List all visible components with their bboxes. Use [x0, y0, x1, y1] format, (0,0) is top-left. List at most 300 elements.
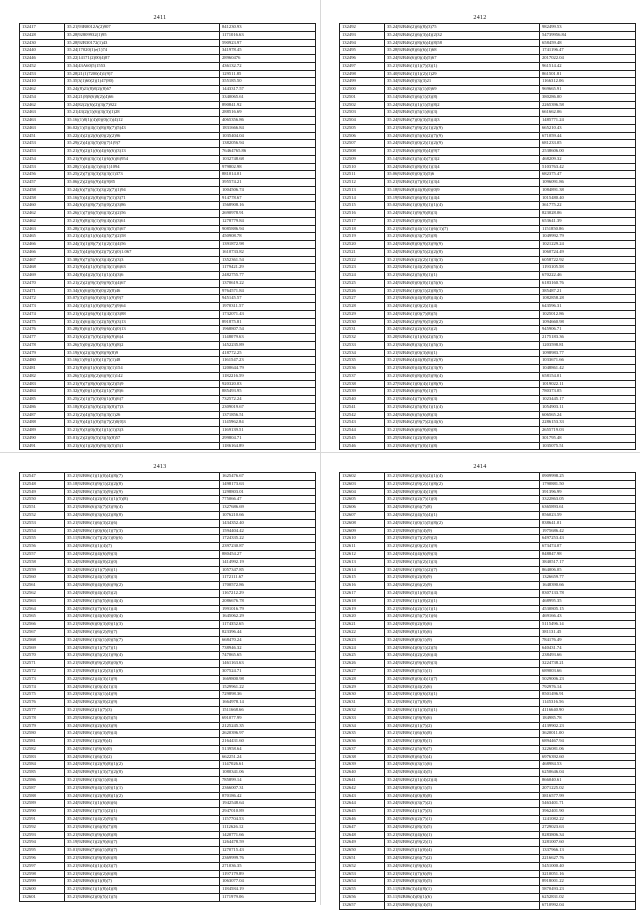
record-code-cell: 35.29|(2)(4)(3)(5)(0)(7)1(9)7	[65, 140, 220, 148]
table-row	[340, 644, 636, 652]
record-code-cell: 35.24|92B46(6)(5)(6)(8)(3)	[385, 411, 540, 419]
record-id-cell: 132499	[340, 78, 385, 86]
record-amount-cell: 184985.78	[540, 714, 636, 722]
table-row	[20, 264, 316, 272]
record-code-cell: 35.24|92B06(1)(0)(4)(1)(3)	[65, 683, 220, 691]
record-amount-cell: 1831666.84	[220, 124, 316, 132]
table-row	[340, 148, 636, 156]
record-amount-cell: 1970311.57	[220, 303, 316, 311]
table-row	[340, 839, 636, 847]
table-row	[340, 372, 636, 380]
record-amount-cell: 1145962.84	[220, 419, 316, 427]
record-code-cell: 35.02|92B46(1)(0)(8)(1)(1)(4)	[385, 202, 540, 210]
record-amount-cell: 673474.07	[540, 543, 636, 551]
record-id-cell: 132593	[20, 831, 65, 839]
record-code-cell: 35.24|92B06(2)(6)(7)(2)	[385, 855, 540, 863]
table-row	[340, 847, 636, 855]
record-code-cell: 35.22|(5)(4)(6)(0)(2)(7)(2)(0)1.067	[65, 248, 220, 256]
record-id-cell: 132629	[340, 683, 385, 691]
record-id-cell: 132482	[20, 372, 65, 380]
table-row	[20, 357, 316, 365]
record-code-cell: 35.24|92B06(1)(8)(1)(2)(7)	[385, 566, 540, 574]
table-row	[20, 24, 316, 32]
record-code-cell: 35.24|(3)(3)(1)(0)(8)(6)(7)(9)64	[65, 303, 220, 311]
record-code-cell: 35.21|92B06(8)(9)(2)(8)(0)(9)	[65, 660, 220, 668]
record-id-cell: 132527	[340, 295, 385, 303]
record-code-cell: 35.21|92B46(5)(0)(3)(6)(1)	[385, 349, 540, 357]
record-amount-cell: 450908.78	[220, 233, 316, 241]
table-row	[340, 171, 636, 179]
record-code-cell: 35.24|(8)21(8)8(2)(8)67	[65, 86, 220, 94]
table-row	[20, 574, 316, 582]
record-id-cell: 132460	[20, 202, 65, 210]
record-id-cell: 132619	[340, 605, 385, 613]
table-row	[340, 233, 636, 241]
table-row	[340, 613, 636, 621]
record-code-cell: 35.24|(6)(7)(5)(3)(3)(2)(7)(1)94	[65, 186, 220, 194]
record-code-cell: 35.27|92B46(1)(0)(4)(1)(8)(9)	[385, 380, 540, 388]
record-code-cell: 35.24|92B46(2)(6)(3)(4)(2)32	[385, 31, 540, 39]
record-id-cell: 132583	[20, 753, 65, 761]
record-amount-cell: 945145.57	[220, 295, 316, 303]
record-code-cell: 35.21|93B0012A(2)907	[65, 24, 220, 32]
page-2413	[0, 453, 320, 905]
table-row	[340, 225, 636, 233]
record-amount-cell: 792976.14	[540, 683, 636, 691]
record-id-cell: 132440	[20, 47, 65, 55]
record-code-cell: 35.24|92B46(3)(0)(5)(2)(2)(8)	[385, 248, 540, 256]
record-id-cell: 132631	[340, 699, 385, 707]
table-row	[340, 691, 636, 699]
table-row	[340, 256, 636, 264]
record-id-cell: 132453	[20, 70, 65, 78]
record-id-cell: 132514	[340, 194, 385, 202]
record-id-cell: 132586	[20, 777, 65, 785]
table-row	[340, 434, 636, 442]
record-id-cell: 132483	[20, 380, 65, 388]
table-row	[340, 777, 636, 785]
record-id-cell: 132567	[20, 628, 65, 636]
record-code-cell: 35.21|92B46(1)(0)(1)(2)(8)(5)	[385, 287, 540, 295]
table-row	[20, 839, 316, 847]
table-row	[340, 816, 636, 824]
record-id-cell: 132560	[20, 574, 65, 582]
record-amount-cell: 271036.35	[220, 862, 316, 870]
record-code-cell: 35.22|(4)(2)(2)(6)(0)(2)(2)96	[65, 132, 220, 140]
table-row	[20, 279, 316, 287]
table-row	[340, 745, 636, 753]
record-amount-cell: 8307133.78	[540, 589, 636, 597]
table-row	[340, 792, 636, 800]
record-id-cell: 132576	[20, 699, 65, 707]
table-row	[20, 480, 316, 488]
record-code-cell: 35.21|92B06(1)(6)(3)(2)(6)	[65, 519, 220, 527]
record-amount-cell: 1148079.63	[220, 334, 316, 342]
record-code-cell: 35.28|(8)(6)(1)(0)(9)(6)(4)(0)13	[65, 326, 220, 334]
record-amount-cell: 1975686.42	[540, 527, 636, 535]
record-id-cell: 132492	[340, 24, 385, 32]
table-row	[20, 372, 316, 380]
record-id-cell: 132565	[20, 613, 65, 621]
record-code-cell: 35.24|92B06(1)(6)(3)(2)	[65, 753, 220, 761]
record-code-cell: 35.24|17020(1)e(1)74	[65, 47, 220, 55]
record-amount-cell: 6183160.76	[540, 279, 636, 287]
record-amount-cell: 668470.24	[220, 636, 316, 644]
record-id-cell: 132469	[20, 272, 65, 280]
table-row	[340, 186, 636, 194]
table-row	[20, 644, 316, 652]
record-id-cell: 132541	[340, 403, 385, 411]
record-amount-cell: 4139902.23	[540, 722, 636, 730]
record-amount-cell: 1145316.56	[540, 699, 636, 707]
record-amount-cell: 1035404.04	[220, 132, 316, 140]
record-id-cell: 132521	[340, 248, 385, 256]
record-amount-cell: 1167212.29	[220, 589, 316, 597]
record-id-cell: 132410	[20, 78, 65, 86]
record-id-cell: 132484	[20, 388, 65, 396]
record-amount-cell: 1337966.13	[540, 847, 636, 855]
table-row	[340, 714, 636, 722]
record-code-cell: 35.24|92B06(1)(1)(3)(5)(1)	[385, 706, 540, 714]
record-id-cell: 132500	[340, 86, 385, 94]
record-amount-cell: 1724335.22	[220, 535, 316, 543]
record-id-cell: 132546	[340, 442, 385, 450]
record-code-cell: 35.25|92B46(1)(2)(0)(6)(0)	[385, 434, 540, 442]
record-code-cell: 35.19|92B06(1)(2)(9)(6)(7)	[65, 839, 220, 847]
record-id-cell: 132585	[20, 769, 65, 777]
record-id-cell: 132646	[340, 816, 385, 824]
table-row	[20, 714, 316, 722]
record-amount-cell: 606565.24	[540, 411, 636, 419]
record-code-cell: 35.21|92B06(2)(9)(2)(1)(8)(2)	[385, 480, 540, 488]
record-amount-cell: 2538606.00	[540, 148, 636, 156]
record-id-cell: 132630	[340, 691, 385, 699]
record-code-cell: 35.24|92B06(2)(5)(9)(7)	[385, 745, 540, 753]
table-row	[20, 186, 316, 194]
record-amount-cell: 6365893.61	[540, 504, 636, 512]
record-id-cell: 132591	[20, 816, 65, 824]
record-amount-cell: 1035075.51	[540, 442, 636, 450]
record-amount-cell: 2369999.76	[220, 855, 316, 863]
record-code-cell: 35.21|(9)(2)(1)(6)(4)(6)(6)(3)13	[65, 148, 220, 156]
record-id-cell: 132502	[340, 101, 385, 109]
record-id-cell: 132572	[20, 667, 65, 675]
record-id-cell: 132430	[20, 39, 65, 47]
record-amount-cell: 1161547.23	[220, 357, 316, 365]
record-id-cell: 132451	[20, 132, 65, 140]
record-amount-cell: 307524.71	[220, 667, 316, 675]
record-amount-cell: 1648390.66	[540, 582, 636, 590]
record-code-cell: 35.24|92B06(4)(2)(2)(6)(4)	[385, 652, 540, 660]
record-code-cell: 35.21|92B06(4)(1)(4)(3)(7)	[65, 862, 220, 870]
record-code-cell: 35.16|(5)(4)(2)(8)(6)(7)(1)(3)71	[65, 194, 220, 202]
record-amount-cell: 1443317.57	[220, 86, 316, 94]
record-amount-cell: 513958.64	[220, 745, 316, 753]
table-row	[20, 605, 316, 613]
table-row	[340, 589, 636, 597]
table-row	[340, 511, 636, 519]
record-id-cell: 132558	[20, 558, 65, 566]
table-row	[20, 488, 316, 496]
table-row	[340, 31, 636, 39]
record-code-cell: 35.21|(6)(2)(6)(9)(1)(4)(1)(3)88	[65, 310, 220, 318]
record-amount-cell: 6976392.60	[540, 753, 636, 761]
record-code-cell: 35.11|92B06(3)(4)(8)(1)	[385, 886, 540, 894]
record-amount-cell: 76464765.86	[220, 148, 316, 156]
record-amount-cell: 2216627.76	[540, 855, 636, 863]
table-row	[340, 894, 636, 902]
table-row	[20, 78, 316, 86]
record-code-cell: 35.24|92B46(0)(0)(0)(1)(5)(6)	[385, 279, 540, 287]
table-row	[340, 287, 636, 295]
record-id-cell: 132456	[20, 171, 65, 179]
record-code-cell: 35.24|92B06(2)(6)(2)(9)	[385, 582, 540, 590]
record-id-cell: 132511	[340, 171, 385, 179]
table-row	[340, 93, 636, 101]
record-amount-cell: 5870493.23	[540, 886, 636, 894]
record-amount-cell: 1057347.85	[220, 566, 316, 574]
record-code-cell: 35.21|92B46(6)(6)(9)(1)(7)	[385, 388, 540, 396]
record-code-cell: 35.24|92B46(2)(8)(6)(4)(8)58	[385, 39, 540, 47]
table-row	[340, 295, 636, 303]
record-code-cell: 35.24|92B46(1)(9)(9)(8)(3)	[385, 210, 540, 218]
record-id-cell: 132496	[340, 55, 385, 63]
record-id-cell: 132625	[340, 652, 385, 660]
table-row	[20, 816, 316, 824]
record-code-cell: 35.21|92B46(2)(5)(8)(1)(1)(4)	[385, 403, 540, 411]
table-row	[20, 769, 316, 777]
table-row	[340, 878, 636, 886]
record-amount-cell: 1080341.06	[220, 769, 316, 777]
record-code-cell: 35.21|92B46(6)(8)(0)(4)(9)7	[385, 148, 540, 156]
record-amount-cell: 1171016.63	[220, 31, 316, 39]
record-amount-cell: 129511.85	[220, 70, 316, 78]
record-id-cell: 132446	[20, 55, 65, 63]
record-code-cell: 35.19|(6)(2)(3)(9)(8)(9)(8)9	[65, 349, 220, 357]
record-amount-cell: 2690978.91	[220, 210, 316, 218]
table-row	[340, 683, 636, 691]
record-id-cell: 132651	[340, 855, 385, 863]
record-id-cell: 132654	[340, 878, 385, 886]
record-id-cell: 132584	[20, 761, 65, 769]
record-code-cell: 35.21|92B06(1)(1)(0)(2)(1)	[385, 597, 540, 605]
record-amount-cell: 8501496.91	[540, 691, 636, 699]
table-row	[340, 550, 636, 558]
record-id-cell: 132467	[20, 256, 65, 264]
record-code-cell: 35.21|92B06(3)(5)(2)(1)(9)(4)	[65, 652, 220, 660]
record-id-cell: 132454	[20, 93, 65, 101]
record-id-cell: 132597	[20, 862, 65, 870]
table-row	[20, 124, 316, 132]
table-row	[340, 396, 636, 404]
record-amount-cell: 391396.99	[540, 488, 636, 496]
record-amount-cell: 891875.81	[220, 318, 316, 326]
table-row	[20, 256, 316, 264]
record-amount-cell: 341978.45	[220, 47, 316, 55]
table-row	[340, 808, 636, 816]
table-row	[340, 535, 636, 543]
table-row	[340, 349, 636, 357]
table-row	[20, 233, 316, 241]
table-row	[340, 722, 636, 730]
table-row	[20, 753, 316, 761]
record-code-cell: 35.24|92B06(6)(1)(8)(7)	[65, 878, 220, 886]
record-id-cell: 132453	[20, 163, 65, 171]
record-code-cell: 35.24|(3)(1)(8)(7)(1)(2)(1)(4)56	[65, 241, 220, 249]
record-id-cell: 132549	[20, 488, 65, 496]
record-amount-cell: 1298803.01	[220, 488, 316, 496]
record-id-cell: 132488	[20, 419, 65, 427]
table-row	[20, 427, 316, 435]
record-amount-cell: 3340065.61	[220, 93, 316, 101]
record-id-cell: 132639	[340, 761, 385, 769]
page-number: 2412	[473, 15, 487, 21]
record-id-cell: 132633	[340, 714, 385, 722]
table-row	[340, 519, 636, 527]
table-row	[340, 132, 636, 140]
record-code-cell: 35.21|92B06(1)(6)(0)(7)(8)	[65, 823, 220, 831]
table-row	[340, 62, 636, 70]
table-row	[20, 792, 316, 800]
record-id-cell: 132457	[20, 179, 65, 187]
record-code-cell: 35.24|92B06(6)(4)(4)(5)	[385, 769, 540, 777]
record-code-cell: 35.24|92B46(7)(0)(3)(5)(4)3	[385, 117, 540, 125]
record-id-cell: 132512	[340, 179, 385, 187]
record-id-cell: 132504	[340, 117, 385, 125]
record-id-cell: 132543	[340, 419, 385, 427]
record-amount-cell: 1179421.29	[220, 264, 316, 272]
record-id-cell: 132463	[20, 109, 65, 117]
record-code-cell: 35.14|92B46(3)(5)(4)(7)(3)2	[385, 155, 540, 163]
table-row	[20, 303, 316, 311]
record-id-cell: 132477	[20, 334, 65, 342]
record-id-cell: 132641	[340, 777, 385, 785]
record-code-cell: 35.38|(9)(7)(5)(6)(3)(4)(2)(3)3	[65, 256, 220, 264]
record-id-cell: 132540	[340, 396, 385, 404]
table-row	[340, 357, 636, 365]
record-code-cell: 35.24|82(2)(6)(2)(3)(7)922	[65, 101, 220, 109]
record-code-cell: 35.21|92B46(0)(8)(0)(5)(9)(4)	[385, 372, 540, 380]
record-id-cell: 132462	[20, 86, 65, 94]
table-row	[340, 117, 636, 125]
record-code-cell: 35.24|92B06(5)(1)(0)(5)(4)	[385, 589, 540, 597]
record-amount-cell: 870186.42	[220, 792, 316, 800]
record-id-cell: 132647	[340, 823, 385, 831]
record-amount-cell: 864006.05	[540, 566, 636, 574]
record-amount-cell: 9764571.84	[220, 287, 316, 295]
record-id-cell: 132509	[340, 155, 385, 163]
record-id-cell: 132523	[340, 264, 385, 272]
record-amount-cell: 1063077.04	[220, 878, 316, 886]
table-row	[20, 886, 316, 894]
record-id-cell: 132463	[20, 225, 65, 233]
record-id-cell: 132610	[340, 535, 385, 543]
record-code-cell: 35.21|92B46(4)(7)(6)(9)(3)	[385, 396, 540, 404]
table-row	[340, 109, 636, 117]
record-code-cell: 35.28|92B30172(1)43	[65, 39, 220, 47]
record-amount-cell: 861501.81	[540, 70, 636, 78]
record-code-cell: 35.20|92B46(1)(1)(6)(2)(5)(3)	[385, 334, 540, 342]
record-amount-cell: 4065356.86	[220, 117, 316, 125]
table-row	[340, 652, 636, 660]
record-amount-cell: 436132.72	[220, 62, 316, 70]
record-id-cell: 132609	[340, 527, 385, 535]
record-amount-cell: 841230.93	[220, 24, 316, 32]
record-id-cell: 132470	[20, 279, 65, 287]
record-id-cell: 132611	[340, 543, 385, 551]
record-amount-cell: 3620011.00	[540, 730, 636, 738]
record-id-cell: 132480	[20, 357, 65, 365]
table-row	[340, 628, 636, 636]
record-id-cell: 132655	[340, 886, 385, 894]
record-id-cell: 132462	[20, 210, 65, 218]
table-row	[340, 870, 636, 878]
record-code-cell: 35.21|92B06(6)(0)(3)(0)(1)(3)	[65, 621, 220, 629]
table-row	[340, 753, 636, 761]
record-amount-cell: 1025012.86	[540, 310, 636, 318]
record-id-cell: 132616	[340, 582, 385, 590]
record-amount-cell: 54739956.84	[540, 31, 636, 39]
table-row	[20, 808, 316, 816]
record-id-cell: 132532	[340, 334, 385, 342]
table-row	[20, 396, 316, 404]
record-amount-cell: 1326659.77	[540, 574, 636, 582]
table-row	[20, 683, 316, 691]
record-amount-cell: 1049992.79	[540, 233, 636, 241]
table-row	[340, 202, 636, 210]
record-code-cell: 35.24|92B06(6)(3)(7)(2)	[385, 800, 540, 808]
record-id-cell: 132606	[340, 504, 385, 512]
record-amount-cell: 658459.48	[540, 39, 636, 47]
record-code-cell: 35.21|92B06(5)(1)(0)(4)	[385, 847, 540, 855]
table-row	[340, 504, 636, 512]
record-id-cell: 132570	[20, 652, 65, 660]
record-code-cell: 35.34|43A60(5)1553	[65, 62, 220, 70]
table-row	[20, 140, 316, 148]
record-amount-cell: 288516.69	[220, 109, 316, 117]
record-amount-cell: 1942548.64	[220, 800, 316, 808]
table-row	[20, 597, 316, 605]
record-id-cell: 132644	[340, 800, 385, 808]
page-2412	[320, 0, 640, 452]
table-row	[340, 365, 636, 373]
table-row	[340, 496, 636, 504]
record-code-cell: 35.21|92B46(5)(4)(1)(1)(6)(1)(7)	[385, 225, 540, 233]
record-code-cell: 35.24|92B06(1)(7)(1)(2)(1)	[65, 808, 220, 816]
table-row	[340, 403, 636, 411]
table-row	[20, 334, 316, 342]
record-code-cell: 35.21|(9)(8)(3)(1)(9)(4)(4)(3)61	[65, 217, 220, 225]
record-code-cell: 35.24|92B06(1)(0)(6)(3)(1)	[385, 691, 540, 699]
record-code-cell: 35.01|92B06(7)(6)(1)(8)(7)	[65, 847, 220, 855]
record-code-cell: 36.02|(1)(5)(4)(1)(8)(8)(7)(5)43	[65, 124, 220, 132]
record-id-cell: 132627	[340, 667, 385, 675]
table-row	[340, 163, 636, 171]
record-amount-cell: 732572.24	[220, 396, 316, 404]
record-code-cell: 35.24|92B06(2)(9)(2)(1)	[385, 839, 540, 847]
table-row	[20, 628, 316, 636]
record-id-cell: 132578	[20, 714, 65, 722]
record-id-cell: 132526	[340, 287, 385, 295]
table-row	[20, 194, 316, 202]
record-code-cell: 35.21|92B46(6)(6)(9)(0)(8)	[385, 427, 540, 435]
record-code-cell: 35.11|92B06(1)(7)(2)(1)(0)(6)	[65, 535, 220, 543]
record-code-cell: 35.21|92B06(2)(1)(7)(3)	[65, 706, 220, 714]
record-amount-cell: 4116640.90	[540, 706, 636, 714]
record-code-cell: 35.21|(6)(1)(2)(0)(9)(3)(5)(5)1	[65, 442, 220, 450]
record-amount-cell: 238493.66	[540, 652, 636, 660]
record-id-cell: 132542	[340, 411, 385, 419]
